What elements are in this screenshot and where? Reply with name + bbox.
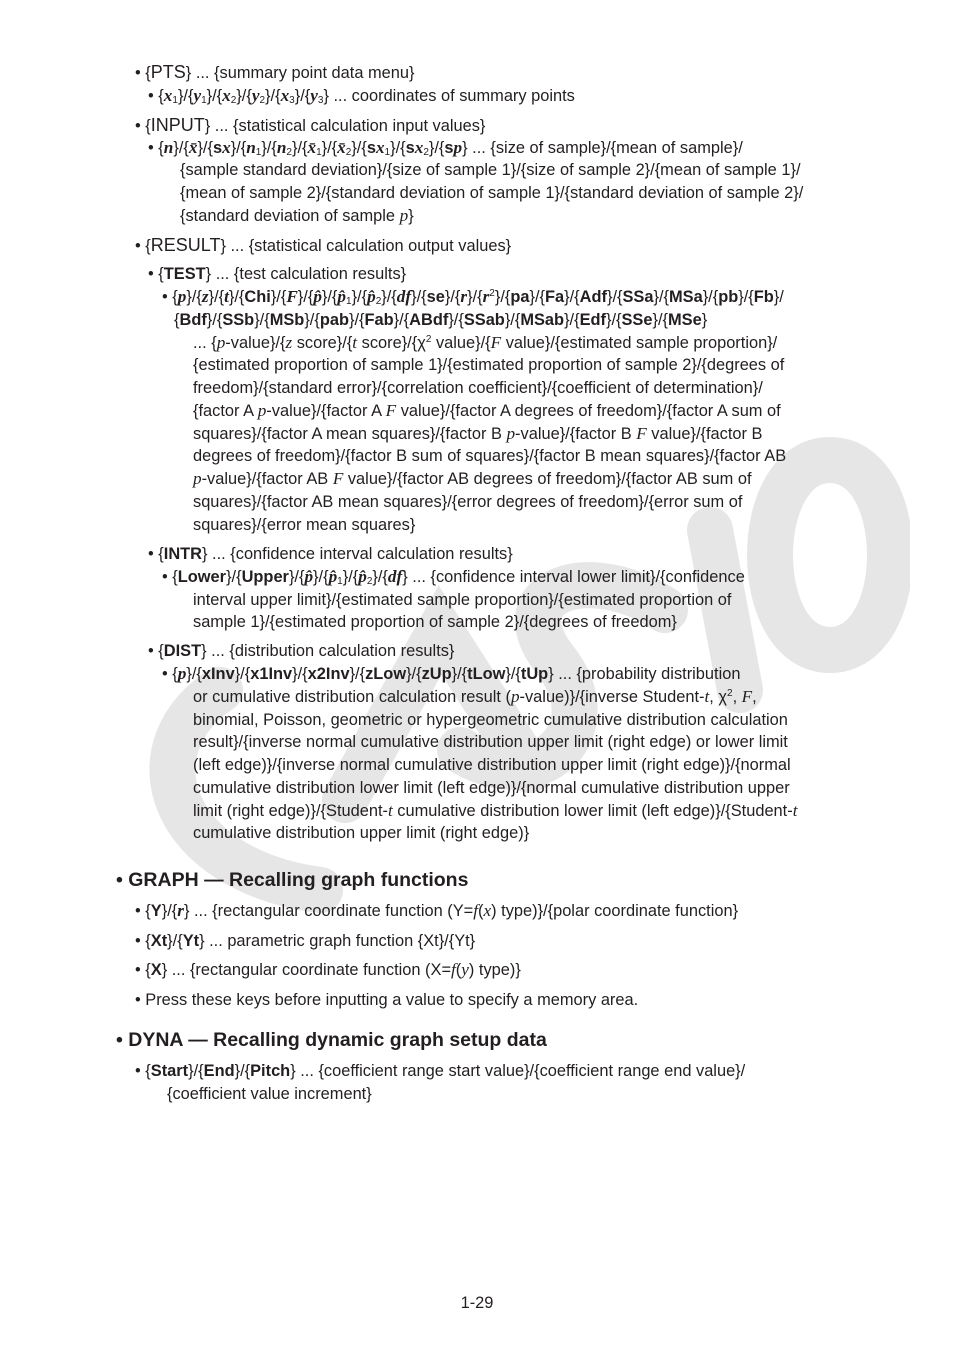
test-desc-line: p-value}/{factor AB F value}/{factor AB degrees of freedom}/{factor AB sum of — [193, 469, 752, 488]
dist-keys-line: • {p}/{xInv}/{x1Inv}/{x2Inv}/{zLow}/{zUp}/{tLow}/{tUp} ... {probability distribution — [162, 664, 741, 683]
test-keys-line: {Bdf}/{SSb}/{MSb}/{pab}/{Fab}/{ABdf}/{SSab}/{MSab}/{Edf}/{SSe}/{MSe} — [174, 311, 708, 329]
dyna-item: • {Start}/{End}/{Pitch} ... {coefficient range start value}/{coefficient range end value}/ — [135, 1062, 746, 1080]
test-keys-line: • $\{p\}/\{z\}/\{t\}/\{Chi\}/\{F\}/\{p̂\}/\{p̂_1\}/\{p̂_2\}/\{df\}/\{se\}/\{r\}/\{r^2\}/\{pa\}/\{Fa\}/\{Adf\}/\{SSa\}/\{MSa\}/\{pb\}/\{Fb\}/$ — [162, 287, 784, 307]
dist-desc-line: binomial, Poisson, geometric or hypergeometric cumulative distribution calculation — [193, 711, 788, 729]
test-desc-line: freedom}/{standard error}/{correlation coefficient}/{coefficient of determination}/ — [193, 379, 763, 397]
input-desc-line: {mean of sample 2}/{standard deviation of sample 1}/{standard deviation of sample 2}/ — [180, 184, 804, 202]
result-menu-item: • {RESULT} ... {statistical calculation output values} — [135, 235, 512, 255]
dyna-heading: • DYNA — Recalling dynamic graph setup data — [116, 1029, 547, 1051]
page-number: 1-29 — [460, 1294, 494, 1312]
test-desc-line: squares}/{factor AB mean squares}/{error degrees of freedom}/{error sum of — [193, 493, 743, 511]
test-desc-line: {factor A p-value}/{factor A F value}/{factor A degrees of freedom}/{factor A sum of — [193, 401, 781, 420]
test-desc-line: {estimated proportion of sample 1}/{estimated proportion of sample 2}/{degrees of — [193, 356, 785, 374]
test-desc-line: squares}/{factor A mean squares}/{factor B p-value}/{factor B F value}/{factor B — [193, 424, 763, 443]
dist-desc-line: cumulative distribution lower limit (left edge)}/{normal cumulative distribution upper — [193, 779, 790, 797]
dist-desc-line: (left edge)}/{inverse normal cumulative distribution upper limit (right edge)}/{normal — [193, 756, 791, 774]
input-desc-line: {standard deviation of sample p} — [180, 206, 414, 225]
dist-menu-item: • {DIST} ... {distribution calculation results} — [148, 642, 455, 660]
input-menu-item: • {INPUT} ... {statistical calculation input values} — [135, 115, 486, 135]
pts-keys-line: • $\{x_1\}/\{y_1\}/\{x_2\}/\{y_2\}/\{x_3\}/\{y_3\}$ ... coordinates of summary points — [148, 86, 575, 106]
pts-menu-item: • {PTS} ... {summary point data menu} — [135, 62, 415, 82]
dist-desc-line: or cumulative distribution calculation result (p-value)}/{inverse Student-t, $\chi^2$, F, — [193, 687, 757, 706]
intr-desc-line: sample 1}/{estimated proportion of sample 2}/{degrees of freedom} — [193, 613, 677, 631]
graph-item-note: • Press these keys before inputting a value to specify a memory area. — [135, 991, 639, 1009]
graph-item-x: • {X} ... {rectangular coordinate function (X=f(y) type)} — [135, 960, 521, 979]
input-desc-line: {sample standard deviation}/{size of sample 1}/{size of sample 2}/{mean of sample 1}/ — [180, 161, 801, 179]
graph-item-y-r: • {Y}/{r} ... {rectangular coordinate function (Y=f(x) type)}/{polar coordinate function} — [135, 901, 739, 920]
dist-desc-line: limit (right edge)}/{Student-t cumulative distribution lower limit (left edge)}/{Student-t — [193, 801, 798, 820]
test-desc-line: squares}/{error mean squares} — [193, 516, 416, 534]
dist-desc-line: cumulative distribution upper limit (right edge)} — [193, 824, 530, 842]
test-desc-line: ... {p-value}/{z score}/{t $score\}/\{\chi^2$ value}/{F value}/{estimated sample proportion}/ — [193, 333, 778, 352]
test-desc-line: degrees of freedom}/{factor B sum of squares}/{factor B mean squares}/{factor AB — [193, 447, 787, 465]
input-keys-line: • $\{n\}/\{x̄\}/\{sx\}/\{n_1\}/\{n_2\}/\{x̄_1\}/\{x̄_2\}/\{sx_1\}/\{sx_2\}/\{sp\}$ ... {size of sample}/{mean of sample}/ — [148, 138, 743, 158]
intr-menu-item: • {INTR} ... {confidence interval calculation results} — [148, 545, 513, 563]
intr-keys-line: • $\{Lower\}/\{Upper\}/\{p̂\}/\{p̂_1\}/\{p̂_2\}/\{df\}$ ... {confidence interval lower limit}/{confidence — [162, 567, 745, 587]
graph-heading: • GRAPH — Recalling graph functions — [116, 869, 469, 891]
dyna-item-cont: {coefficient value increment} — [167, 1085, 372, 1103]
test-menu-item: • {TEST} ... {test calculation results} — [148, 265, 407, 283]
intr-desc-line: interval upper limit}/{estimated sample proportion}/{estimated proportion of — [193, 591, 732, 609]
dist-desc-line: result}/{inverse normal cumulative distribution upper limit (right edge) or lower limit — [193, 733, 788, 751]
graph-item-xt-yt: • {Xt}/{Yt} ... parametric graph function {Xt}/{Yt} — [135, 932, 476, 950]
